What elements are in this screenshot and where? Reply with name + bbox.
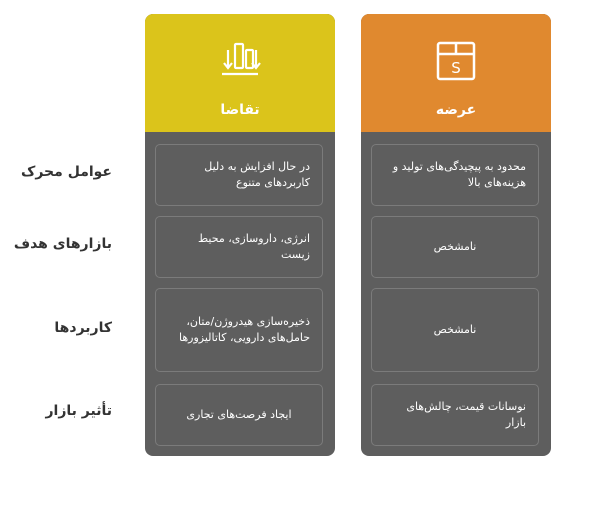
supply-cell-market-impact	[371, 384, 539, 446]
row-label-applications: کاربردها	[54, 320, 112, 336]
supply-cell-target-markets	[371, 216, 539, 278]
cell-text: در حال افزایش به دلیل کاربردهای متنوع	[204, 160, 310, 189]
demand-column	[145, 14, 335, 456]
cell-text: ذخیره‌سازی هیدروژن/متان، حامل‌های دارویی، کاتالیزورها	[178, 315, 310, 344]
supply-column	[361, 14, 551, 456]
cell-text: نامشخص	[433, 240, 477, 253]
demand-cell-applications	[155, 288, 323, 372]
demand-cell-drivers	[155, 144, 323, 206]
supply-cell-applications	[371, 288, 539, 372]
svg-text:S: S	[451, 59, 461, 77]
supply-cell-drivers	[371, 144, 539, 206]
demand-cell-target-markets	[155, 216, 323, 278]
cell-text: نامشخص	[433, 323, 477, 336]
row-label-target-markets: بازارهای هدف	[13, 236, 112, 252]
row-label-market-impact: تأثیر بازار	[45, 403, 112, 419]
box-icon	[435, 40, 477, 82]
supply-title: عرضه	[435, 102, 477, 118]
cell-text: ایجاد فرصت‌های تجاری	[186, 408, 292, 421]
cell-text: انرژی، داروسازی، محیط زیست	[197, 232, 310, 261]
demand-title: تقاضا	[220, 102, 260, 118]
supply-header	[361, 14, 551, 132]
cell-text: محدود به پیچیدگی‌های تولید و هزینه‌های بالا	[392, 160, 526, 189]
demand-cell-market-impact	[155, 384, 323, 446]
cell-text: نوسانات قیمت، چالش‌های بازار	[406, 400, 526, 429]
row-label-drivers: عوامل محرک	[21, 164, 112, 180]
demand-header	[145, 14, 335, 132]
bar-chart-arrows-icon	[219, 40, 261, 82]
